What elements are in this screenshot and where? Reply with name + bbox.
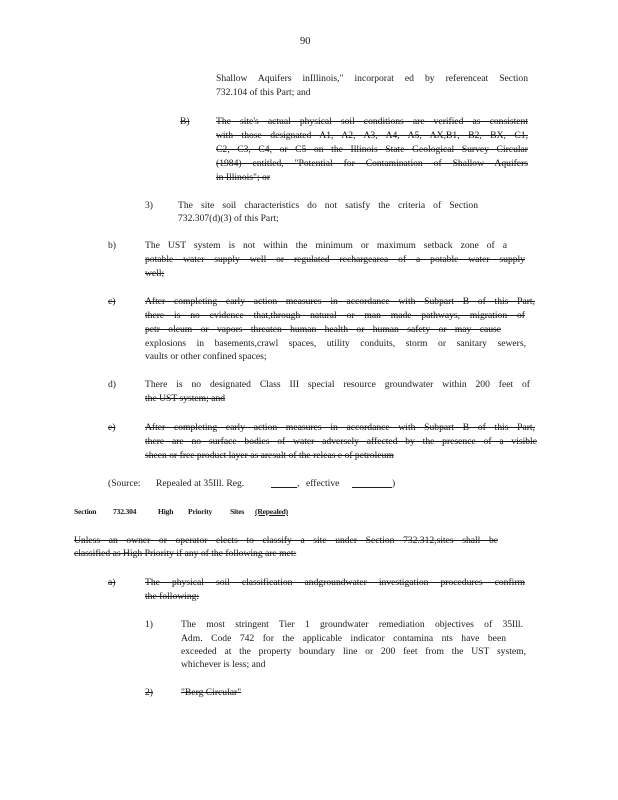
intro-line-1: Unless an owner or operator elects to classify a site under Section 732.312,sites shall be bbox=[74, 535, 498, 546]
item-d-label: d) bbox=[108, 379, 116, 390]
item-e-line-1: After completing early action measures in accordance with Subpart B of this Part, bbox=[145, 422, 535, 433]
item-B-line-4: (1984) entitled, "Potential for Contamination of Shallow Aquifers bbox=[216, 158, 528, 169]
page-number: 90 bbox=[300, 36, 311, 47]
source-label: (Source: bbox=[108, 478, 141, 489]
item-b-line-2: potable water supply well or regulated rechargearea of a potable water supply bbox=[145, 254, 525, 265]
item-2-text: "Berg Circular" bbox=[181, 687, 242, 698]
item-b-label: b) bbox=[108, 240, 116, 251]
item-a-label: a) bbox=[108, 577, 116, 588]
item-d-line-1: There is no designated Class III special resource groundwater within 200 feet of bbox=[145, 379, 530, 390]
item-d-line-2: the UST system; and bbox=[145, 393, 226, 404]
item-3-label: 3) bbox=[145, 200, 153, 211]
item-c-struck-line-1: After completing early action measures in accordance with Subpart B of this Part, bbox=[145, 296, 535, 307]
item-B-line-1: The site's actual physical soil conditions are verified as consistent bbox=[216, 116, 528, 127]
continuation-line-1: Shallow Aquifers inIllinois," incorporat ed by referenceat Section bbox=[216, 73, 528, 84]
item-B-label: B) bbox=[180, 116, 190, 127]
item-c-line-4: explosions in basements,crawl spaces, utility conduits, storm or sanitary sewers, bbox=[145, 338, 526, 349]
section-number: 732.304 bbox=[113, 507, 137, 516]
item-1-line-4: whichever is less; and bbox=[181, 659, 266, 670]
item-e-label: e) bbox=[108, 422, 116, 433]
source-repealed-text: Repealed at 35Ill. Reg. bbox=[156, 478, 245, 489]
item-1-line-1: The most stringent Tier 1 groundwater remediation objectives of 35Ill. bbox=[181, 619, 523, 630]
section-high: High bbox=[158, 507, 174, 516]
item-c-struck-line-3: petr oleum or vapors threaten human health or human safety or may cause bbox=[145, 324, 501, 335]
item-B-line-5: in Illinois"; or bbox=[216, 172, 271, 183]
item-3-line-1: The site soil characteristics do not satisfy the criteria of Section bbox=[178, 200, 478, 211]
item-a-line-1: The physical soil classification andgroundwater investigation procedures confirm bbox=[145, 577, 525, 588]
item-1-label: 1) bbox=[145, 619, 153, 630]
item-2-label: 2) bbox=[145, 687, 153, 698]
item-c-label: c) bbox=[108, 296, 116, 307]
item-e-line-3: sheen or free product layer as aresult of the releas e of petroleum bbox=[145, 450, 394, 461]
source-effective: effective bbox=[306, 478, 340, 489]
item-a-line-2: the following: bbox=[145, 591, 200, 602]
item-3-line-2: 732.307(d)(3) of this Part; bbox=[178, 213, 279, 224]
item-B-line-3: C2, C3, C4, or C5 on the Illinois State Geological Survey Circular bbox=[216, 144, 528, 155]
section-priority: Priority bbox=[188, 507, 213, 516]
source-close: ) bbox=[392, 478, 396, 489]
item-B-line-2: with those designated A1, A2, A3, A4, A5, AX,B1, B2, BX, C1, bbox=[216, 130, 528, 141]
continuation-line-2: 732.104 of this Part; and bbox=[216, 87, 311, 98]
reg-blank bbox=[271, 478, 300, 489]
section-repealed: (Repealed) bbox=[255, 507, 289, 516]
effective-blank bbox=[352, 478, 392, 488]
item-c-struck-line-2: there is no evidence that,through natural or man made pathways, migration of bbox=[145, 310, 525, 321]
item-1-line-2: Adm. Code 742 for the applicable indicator contamina nts have been bbox=[181, 633, 506, 644]
section-word: Section bbox=[74, 507, 97, 516]
item-c-line-5: vaults or other confined spaces; bbox=[145, 351, 267, 362]
section-sites: Sites bbox=[230, 507, 245, 516]
item-b-line-1: The UST system is not within the minimum or maximum setback zone of a bbox=[145, 240, 507, 251]
intro-line-2: classified as High Priority if any of the following are met: bbox=[74, 548, 297, 559]
source-comma: , bbox=[297, 478, 300, 489]
item-1-line-3: exceeded at the property boundary line or 200 feet from the UST system, bbox=[181, 646, 526, 657]
item-e-line-2: there are no surface bodies of water adversely affected by the presence of a visible bbox=[145, 436, 537, 447]
item-b-line-3: well; bbox=[145, 268, 165, 279]
